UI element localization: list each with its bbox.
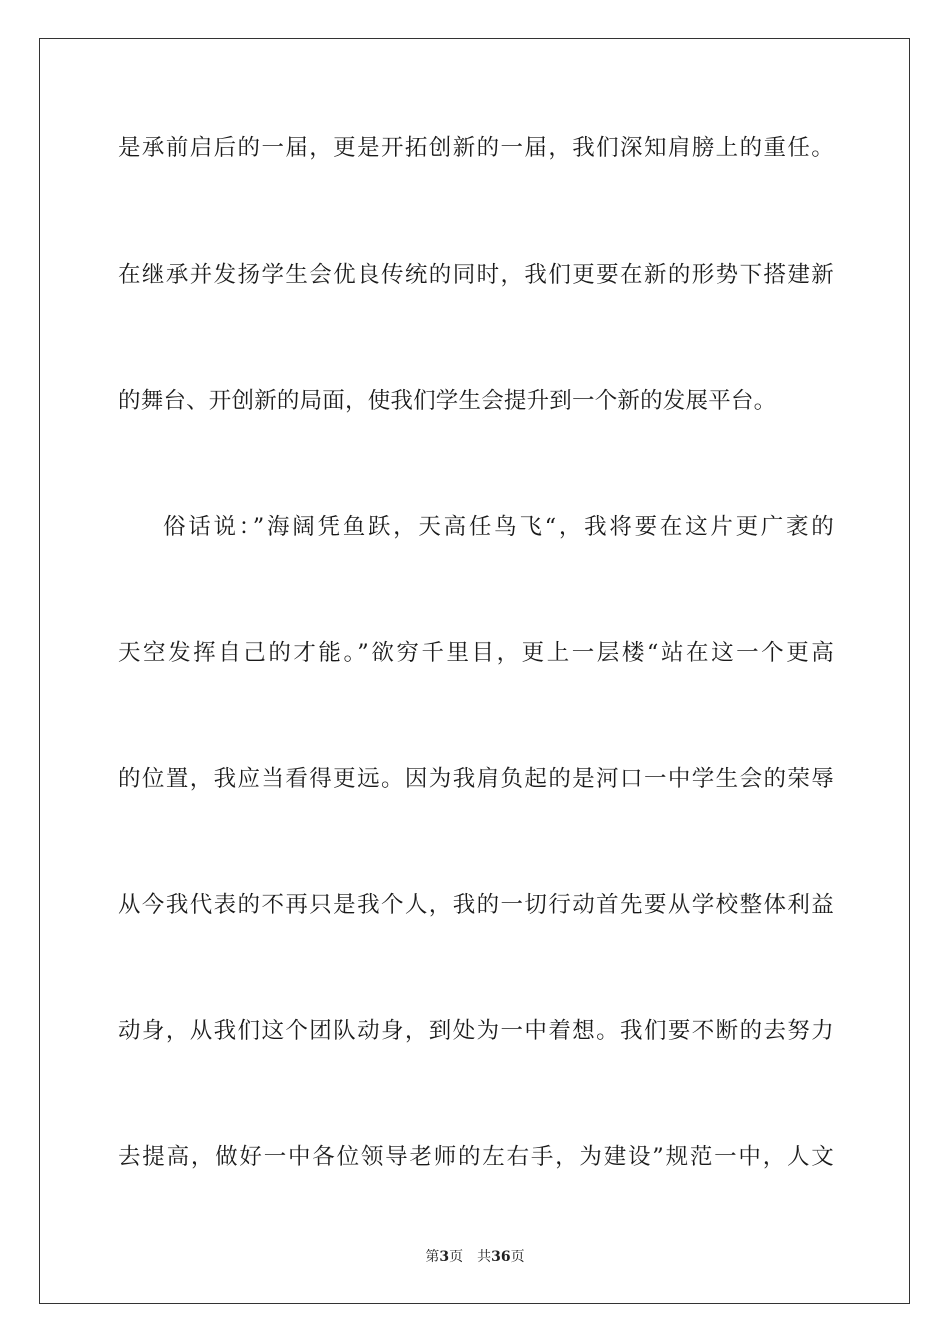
text-line-1: 是承前启后的一届，更是开拓创新的一届，我们深知肩膀上的重任。	[118, 135, 834, 161]
text-line-5: 天空发挥自己的才能。”欲穷千里目，更上一层楼“站在这一个更高	[118, 640, 834, 666]
text-line-4: 俗话说：”海阔凭鱼跃，天高任鸟飞“，我将要在这片更广袤的	[163, 514, 834, 540]
text-line-9: 去提高，做好一中各位领导老师的左右手，为建设”规范一中，人文	[118, 1144, 834, 1170]
total-suffix: 页	[510, 1249, 525, 1265]
page-prefix: 第	[425, 1249, 440, 1265]
page-number: 3	[439, 1249, 450, 1265]
total-pages: 36	[491, 1249, 511, 1265]
page-footer	[0, 1248, 950, 1266]
text-line-8: 动身，从我们这个团队动身，到处为一中着想。我们要不断的去努力	[118, 1018, 834, 1044]
text-line-6: 的位置，我应当看得更远。因为我肩负起的是河口一中学生会的荣辱	[118, 766, 834, 792]
text-line-3: 的舞台、开创新的局面，使我们学生会提升到一个新的发展平台。	[118, 388, 777, 414]
page-border	[39, 38, 910, 1304]
total-prefix: 共	[477, 1249, 492, 1265]
text-line-7: 从今我代表的不再只是我个人，我的一切行动首先要从学校整体利益	[118, 892, 834, 918]
page-suffix: 页	[449, 1249, 464, 1265]
text-line-2: 在继承并发扬学生会优良传统的同时，我们更要在新的形势下搭建新	[118, 262, 834, 288]
